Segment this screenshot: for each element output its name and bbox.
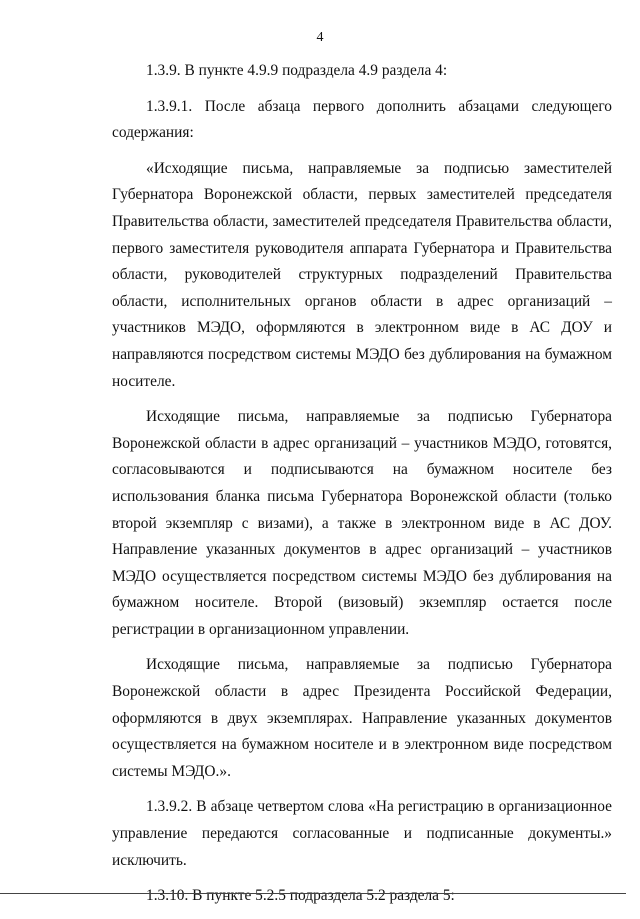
paragraph-clause-1-3-9-1: 1.3.9.1. После абзаца первого дополнить абзацами следующего содержания: xyxy=(112,97,612,142)
bottom-rule xyxy=(0,893,626,894)
paragraph-clause-1-3-10: 1.3.10. В пункте 5.2.5 подраздела 5.2 раздела 5: xyxy=(146,887,455,905)
paragraph-quoted-3: Исходящие письма, направляемые за подписью Губернатора Воронежской области в адрес Президента Российской Федерации, оформляются в двух экземплярах. Направление указанных документов осуществляется на бумажном носителе и в электронном виде посредством системы МЭДО.». xyxy=(112,656,612,780)
document-body xyxy=(112,58,612,919)
paragraph-clause-1-3-9-2: 1.3.9.2. В абзаце четвертом слова «На регистрацию в организационное управление передаются согласованные и подписанные документы.» исключить. xyxy=(112,798,612,869)
paragraph-quoted-1: «Исходящие письма, направляемые за подписью заместителей Губернатора Воронежской области, первых заместителей председателя Правительства области, заместителей председателя Правительства области, первого заместителя руководителя аппарата Губернатора и Правительства области, руководителей структурных подразделений Правительства области, исполнительных органов области в адрес организаций – участников МЭДО, оформляются в электронном виде в АС ДОУ и направляются посредством системы МЭДО без дублирования на бумажном носителе. xyxy=(112,159,612,390)
page-number: 4 xyxy=(316,30,324,45)
paragraph-clause-1-3-9: 1.3.9. В пункте 4.9.9 подраздела 4.9 раздела 4: xyxy=(146,62,448,79)
paragraph-quoted-2: Исходящие письма, направляемые за подписью Губернатора Воронежской области в адрес организаций – участников МЭДО, готовятся, согласовываются и подписываются на бумажном носителе без использования бланка письма Губернатора Воронежской области (только второй экземпляр с визами), а также в электронном виде в АС ДОУ. Направление указанных документов в адрес организаций – участников МЭДО осуществляется посредством системы МЭДО без дублирования на бумажном носителе. Второй (визовый) экземпляр остается после регистрации в организационном управлении. xyxy=(112,408,612,638)
